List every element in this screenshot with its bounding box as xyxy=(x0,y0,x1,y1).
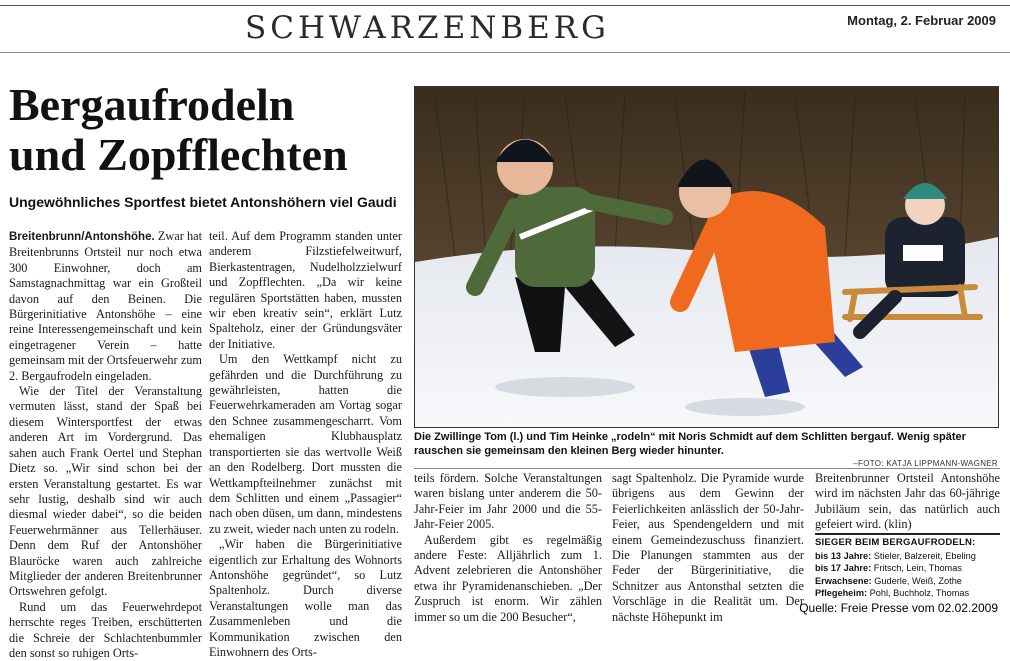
article-column-2 xyxy=(209,229,402,659)
section-title: SCHWARZENBERG xyxy=(245,10,610,46)
winners-heading: SIEGER BEIM BERGAUFRODELN: xyxy=(815,533,1000,550)
issue-date: Montag, 2. Februar 2009 xyxy=(847,13,996,28)
headline xyxy=(9,80,409,180)
winners-row: Erwachsene: Guderle, Weiß, Zothe xyxy=(815,575,962,586)
winners-row: bis 13 Jahre: Stieler, Balzereit, Ebeling xyxy=(815,550,976,561)
dateline: Breitenbrunn/Antonshöhe. xyxy=(9,231,155,243)
article-paragraph: Rund um das Feuerwehrdepot herrschte reges Treiben, erschütterten die Schreie der Schlachtenbummler den sonst so ruhigen Orts- xyxy=(9,599,202,660)
article-paragraph: Wie der Titel der Veranstaltung vermuten lässt, stand der Spaß bei diesem Wintersportfest der etwas anderen Art im Vordergrund. Das sahen auch Frank Oertel und Stephan Dietz so. „Wir sind schon bei der ersten Veranstaltung gestartet. Es war sehr lustig, deshalb sind wir auch diesmal wieder dabei“, so die beiden Feuerwehrmänner aus Tellerhäuser. Denn dem Ruf der Antonshöher Blauröcke waren auch zahlreiche Mitglieder der anderen Breitenbrunner Ortswehren gefolgt. xyxy=(9,384,202,599)
source-note: Quelle: Freie Presse vom 02.02.2009 xyxy=(799,601,998,615)
winners-row: bis 17 Jahre: Fritsch, Lein, Thomas xyxy=(815,563,962,574)
headline-line-1: Bergaufrodeln xyxy=(9,79,295,130)
article-photo xyxy=(414,86,999,428)
article-column-3 xyxy=(414,471,602,624)
winners-box xyxy=(815,533,1000,600)
article-paragraph: „Wir haben die Bürgerinitiative eigentlich zur Erhaltung des Wohnorts Antonshöhe gegründet“, so Lutz Spaltenholz. Durch diverse Veranstaltungen wolle man das Zusammenleben und die Kommunikation zwischen den Einwohnern des Orts- xyxy=(209,537,402,659)
article-paragraph: Breitenbrunn/Antonshöhe. Zwar hat Breitenbrunns Ortsteil nur noch etwa 300 Einwohner, doch am Samstagnachmittag war ein Großteil davon auf den Beinen. Die Bürgerinitiative Antonshöhe – eine reine Interessengemeinschaft und kein eingetragener Verein – hatte gemeinsam mit der Ortsfeuerwehr zum 2. Bergaufrodeln eingeladen. xyxy=(9,229,203,383)
article-paragraph: sagt Spaltenholz. Die Pyramide wurde übrigens aus dem Gewinn der Feierlichkeiten anlässlich der 50-Jahr-Feier, aus Spendengeldern und mit einem Gemeindezuschuss finanziert. Die Planungen stammten aus der Feder der Bürgerinitiative, die Schnitzer aus Antonsthal setzten die Vorschläge in die Realität um. Der nächste Höhepunkt im xyxy=(612,471,804,624)
winners-row: Pflegeheim: Pohl, Buchholz, Thomas xyxy=(815,588,970,599)
header-rule xyxy=(0,52,1010,53)
article-column-1 xyxy=(9,229,203,660)
article-paragraph: teils fördern. Solche Veranstaltungen waren bislang unter anderem die 50-Jahr-Feier im Jahr 2000 und die 55-Jahr-Feier 2005. xyxy=(414,471,602,532)
photo-credit: –FOTO: KATJA LIPPMANN-WAGNER xyxy=(853,459,998,468)
header-top-rule xyxy=(0,5,1010,6)
caption-rule xyxy=(414,468,1000,469)
article-paragraph: Breitenbrunner Ortsteil Antonshöhe wird im nächsten Jahr das 60-jährige Jubiläum sein, das natürlich auch gefeiert wird. (klin) xyxy=(815,471,1000,532)
subheadline: Ungewöhnliches Sportfest bietet Antonshöhern viel Gaudi xyxy=(9,194,397,210)
article-paragraph: Außerdem gibt es regelmäßig andere Feste: Alljährlich zum 1. Advent zelebrieren die Antonshöher etwa ihr Pyramidenanschieben. „Der Zuspruch ist enorm. Wir zählen immer so um die 200 Besucher“, xyxy=(414,532,602,624)
article-column-4 xyxy=(612,471,804,624)
photo-caption: Die Zwillinge Tom (l.) und Tim Heinke „rodeln“ mit Noris Schmidt auf dem Schlitten bergauf. Wenig später rauschen sie gemeinsam den kleinen Berg wieder hinunter. xyxy=(414,431,966,457)
article-column-5 xyxy=(815,471,1000,531)
headline-line-2: und Zopfflechten xyxy=(9,129,348,180)
article-paragraph: Um den Wettkampf nicht zu gefährden und die Durchführung zu gewährleisten, hatten die Feuerwehrkameraden am Vortag sogar den Schnee zusammengescharrt. Vom ehemaligen Klubhausplatz transportierten sie das wertvolle Weiß an den Rodelberg. Dort mussten die Wettkampfteilnehmer zunächst mit dem Schlitten und einem „Passagier“ nach oben düsen, um dann, mindestens zu zweit, wieder nach unten zu rodeln. xyxy=(209,352,402,536)
winter-sled-photo-icon xyxy=(415,87,998,427)
article-paragraph: teil. Auf dem Programm standen unter anderem Filzstiefelweitwurf, Bierkastentragen, Nudelholzzielwurf und Zopfflechten. „Da wir keine regulären Sportstätten haben, mussten wir eben kreativ sein“, erklärt Lutz Spalteholz, einer der Gründungsväter der Initiative. xyxy=(209,229,402,351)
